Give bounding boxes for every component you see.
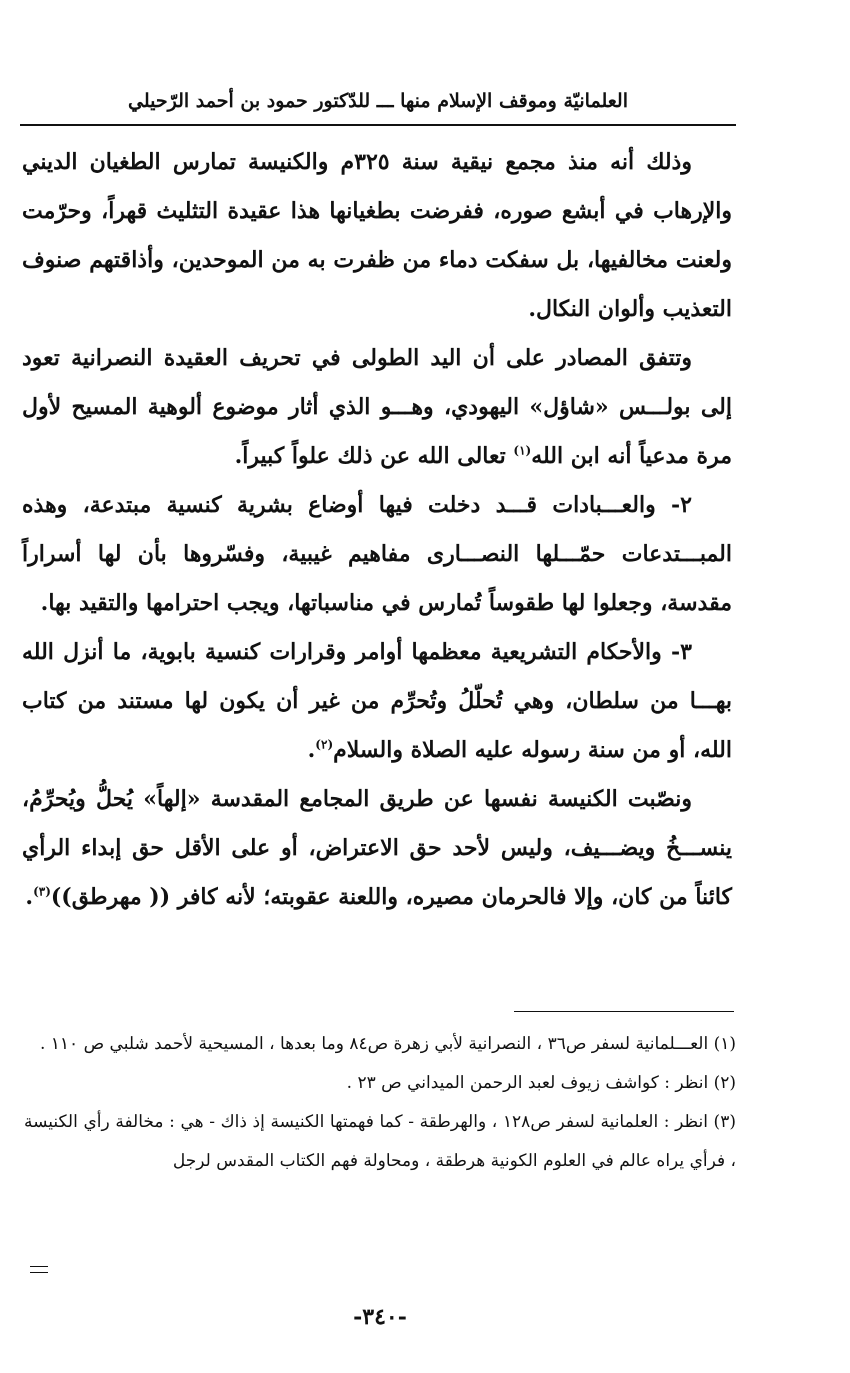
footnote-ref-1: (١)	[513, 443, 532, 458]
header-rule	[20, 124, 736, 126]
paragraph-5-end: .	[25, 884, 34, 910]
footnote-ref-2: (٢)	[315, 737, 334, 752]
footnotes	[24, 1025, 736, 1181]
continuation-mark	[30, 1266, 48, 1273]
page-number: -٣٤٠-	[353, 1304, 407, 1330]
footnote-2: (٢) انظر : كواشف زيوف لعبد الرحمن الميداني ص ٢٣ .	[346, 1073, 736, 1093]
footnote-3: (٣) انظر : العلمانية لسفر ص١٢٨ ، والهرطقة - كما فهمتها الكنيسة إذ ذاك - هي : مخالفة رأي الكنيسة ، فرأي يراه عالم في العلوم الكونية هرطقة ، ومحاولة فهم الكتاب المقدس لرجل	[24, 1112, 736, 1171]
running-header: العلمانيّة وموقف الإسلام منها ـــ للدّكتور حمود بن أحمد الرّحيلي	[128, 90, 628, 112]
paragraph-4	[22, 628, 732, 775]
paragraph-4-end: .	[307, 737, 316, 763]
paragraph-2-end: تعالى الله عن ذلك علواً كبيراً.	[234, 443, 514, 469]
paragraph-3: ٢- والعـــبادات قـــد دخلت فيها أوضاع بشرية كنسية مبتدعة، وهذه المبـــتدعات حمّـــلها النصـــارى مفاهيم غيبية، وفسّروها بأن لها أسراراً مقدسة، وجعلوا لها طقوساً تُمارس في مناسباتها، ويجب احترامها والتقيد بها.	[22, 492, 732, 616]
paragraph-5	[22, 775, 732, 922]
body-text	[22, 138, 732, 922]
paragraph-5-text: ونصّبت الكنيسة نفسها عن طريق المجامع المقدسة «إلهاً» يُحلُّ ويُحرِّمُ، ينســـخُ ويضـــيف، وليس لأحد حق الاعتراض، أو على الأقل حق إبداء الرأي كائناً من كان، وإلا فالحرمان مصيره، واللعنة عقوبته؛ لأنه كافر (( مهرطق))	[22, 786, 732, 910]
footnote-ref-3: (٣)	[33, 884, 51, 899]
paragraph-1: وذلك أنه منذ مجمع نيقية سنة ٣٢٥م والكنيسة تمارس الطغيان الديني والإرهاب في أبشع صوره، ففرضت بطغيانها هذا عقيدة التثليث قهراً، وحرّمت ولعنت مخالفيها، بل سفكت دماء من ظفرت به من الموحدين، وأذاقتهم صنوف التعذيب وألوان النكال.	[22, 149, 733, 322]
paragraph-2	[22, 334, 732, 481]
footnote-separator	[514, 1011, 734, 1012]
footnote-1: (١) العـــلمانية لسفر ص٣٦ ، النصرانية لأبي زهرة ص٨٤ وما بعدها ، المسيحية لأحمد شلبي ص ١١٠ .	[39, 1034, 736, 1054]
paragraph-2-text: وتتفق المصادر على أن اليد الطولى في تحريف العقيدة النصرانية تعود إلى بولـــس «شاؤل» اليهودي، وهـــو الذي أثار موضوع ألوهية المسيح لأول مرة مدعياً أنه ابن الله	[22, 345, 732, 469]
paragraph-4-text: ٣- والأحكام التشريعية معظمها أوامر وقرارات كنسية بابوية، ما أنزل الله بهـــا من سلطان، وهي تُحلّلُ وتُحرِّم من غير أن يكون لها مستند من كتاب الله، أو من سنة رسوله عليه الصلاة والسلام	[22, 639, 732, 763]
